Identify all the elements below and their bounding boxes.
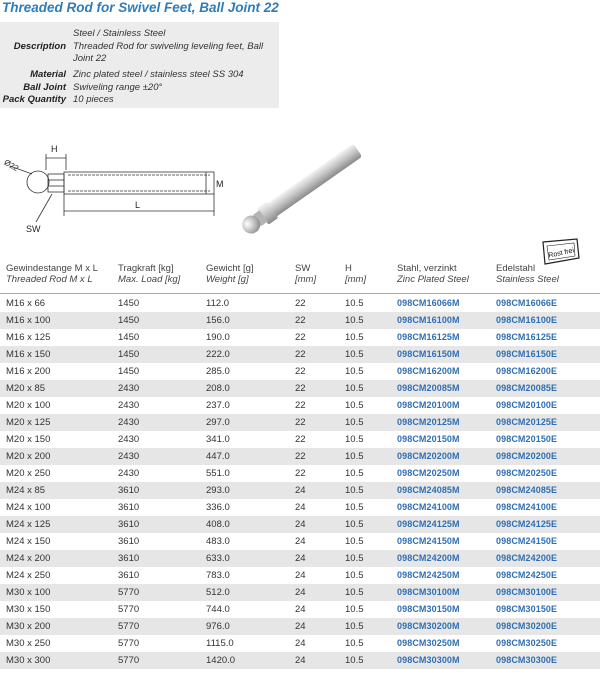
cell-code-zinc[interactable]: 098CM30150M <box>397 604 460 614</box>
table-row <box>0 584 600 601</box>
cell-weight: 293.0 <box>206 485 230 496</box>
cell-size: M16 x 66 <box>6 298 46 309</box>
cell-h: 10.5 <box>345 553 364 564</box>
cell-sw: 22 <box>295 298 306 309</box>
cell-load: 3610 <box>118 536 140 547</box>
cell-h: 10.5 <box>345 366 364 377</box>
cell-code-zinc[interactable]: 098CM16066M <box>397 298 460 308</box>
cell-code-stainless[interactable]: 098CM20200E <box>496 451 558 461</box>
technical-drawing <box>2 144 237 240</box>
cell-load: 1450 <box>118 332 140 343</box>
spec-value: Swiveling range ±20° <box>73 82 163 93</box>
cell-h: 10.5 <box>345 349 364 360</box>
cell-weight: 285.0 <box>206 366 230 377</box>
dim-h-label: H <box>51 144 58 154</box>
cell-code-stainless[interactable]: 098CM24200E <box>496 553 558 563</box>
cell-size: M20 x 100 <box>6 400 51 411</box>
cell-sw: 22 <box>295 434 306 445</box>
cell-code-zinc[interactable]: 098CM24250M <box>397 570 460 580</box>
cell-size: M16 x 150 <box>6 349 51 360</box>
cell-code-zinc[interactable]: 098CM16150M <box>397 349 460 359</box>
spec-value: Zinc plated steel / stainless steel SS 304 <box>73 69 244 80</box>
dim-sw-label: SW <box>26 224 41 234</box>
spec-key: Description <box>13 41 66 52</box>
table-row <box>0 533 600 550</box>
cell-code-zinc[interactable]: 098CM20150M <box>397 434 460 444</box>
cell-load: 1450 <box>118 298 140 309</box>
cell-h: 10.5 <box>345 536 364 547</box>
spec-value: Steel / Stainless Steel <box>73 28 166 39</box>
cell-code-zinc[interactable]: 098CM16200M <box>397 366 460 376</box>
cell-code-zinc[interactable]: 098CM24125M <box>397 519 460 529</box>
table-row <box>0 550 600 567</box>
cell-size: M20 x 200 <box>6 451 51 462</box>
cell-code-zinc[interactable]: 098CM30200M <box>397 621 460 631</box>
cell-size: M24 x 100 <box>6 502 51 513</box>
cell-load: 3610 <box>118 519 140 530</box>
cell-code-stainless[interactable]: 098CM24125E <box>496 519 558 529</box>
table-row <box>0 652 600 669</box>
cell-code-stainless[interactable]: 098CM20150E <box>496 434 558 444</box>
cell-h: 10.5 <box>345 655 364 666</box>
cell-code-stainless[interactable]: 098CM30200E <box>496 621 558 631</box>
cell-sw: 24 <box>295 655 306 666</box>
dim-l-label: L <box>135 200 141 210</box>
spec-key: Ball Joint <box>23 82 66 93</box>
cell-code-zinc[interactable]: 098CM20100M <box>397 400 460 410</box>
cell-sw: 24 <box>295 553 306 564</box>
cell-load: 5770 <box>118 621 140 632</box>
cell-weight: 408.0 <box>206 519 230 530</box>
cell-code-stainless[interactable]: 098CM20085E <box>496 383 558 393</box>
cell-h: 10.5 <box>345 332 364 343</box>
cell-weight: 483.0 <box>206 536 230 547</box>
page-title: Threaded Rod for Swivel Feet, Ball Joint 22 <box>2 0 279 15</box>
cell-code-stainless[interactable]: 098CM16066E <box>496 298 558 308</box>
spec-key: Pack Quantity <box>2 94 66 105</box>
cell-weight: 237.0 <box>206 400 230 411</box>
cell-size: M24 x 85 <box>6 485 46 496</box>
cell-load: 5770 <box>118 638 140 649</box>
stainless-badge-icon <box>541 238 581 266</box>
cell-weight: 783.0 <box>206 570 230 581</box>
cell-weight: 190.0 <box>206 332 230 343</box>
cell-size: M30 x 200 <box>6 621 51 632</box>
table-row <box>0 516 600 533</box>
cell-code-stainless[interactable]: 098CM24085E <box>496 485 558 495</box>
cell-sw: 24 <box>295 570 306 581</box>
cell-code-zinc[interactable]: 098CM24100M <box>397 502 460 512</box>
cell-code-stainless[interactable]: 098CM16150E <box>496 349 558 359</box>
table-row <box>0 329 600 346</box>
cell-h: 10.5 <box>345 451 364 462</box>
cell-sw: 22 <box>295 400 306 411</box>
cell-load: 1450 <box>118 366 140 377</box>
cell-size: M20 x 125 <box>6 417 51 428</box>
cell-size: M30 x 300 <box>6 655 51 666</box>
cell-code-stainless[interactable]: 098CM20125E <box>496 417 558 427</box>
table-header <box>0 263 600 293</box>
cell-sw: 22 <box>295 383 306 394</box>
cell-weight: 222.0 <box>206 349 230 360</box>
cell-size: M16 x 100 <box>6 315 51 326</box>
col-max-load: Tragkraft [kg] Max. Load [kg] <box>118 263 181 285</box>
cell-sw: 24 <box>295 621 306 632</box>
cell-h: 10.5 <box>345 587 364 598</box>
cell-h: 10.5 <box>345 417 364 428</box>
col-zinc-plated: Stahl, verzinkt Zinc Plated Steel <box>397 263 469 285</box>
cell-h: 10.5 <box>345 434 364 445</box>
cell-load: 1450 <box>118 349 140 360</box>
cell-size: M30 x 250 <box>6 638 51 649</box>
cell-weight: 551.0 <box>206 468 230 479</box>
cell-load: 5770 <box>118 587 140 598</box>
cell-code-zinc[interactable]: 098CM20085M <box>397 383 460 393</box>
cell-code-stainless[interactable]: 098CM16125E <box>496 332 558 342</box>
cell-sw: 22 <box>295 332 306 343</box>
cell-sw: 24 <box>295 485 306 496</box>
cell-code-zinc[interactable]: 098CM16100M <box>397 315 460 325</box>
cell-code-zinc[interactable]: 098CM16125M <box>397 332 460 342</box>
table-row <box>0 380 600 397</box>
cell-sw: 22 <box>295 366 306 377</box>
cell-sw: 24 <box>295 604 306 615</box>
cell-h: 10.5 <box>345 315 364 326</box>
cell-weight: 156.0 <box>206 315 230 326</box>
spec-value: Threaded Rod for swiveling leveling feet, Ball Joint 22 <box>73 41 264 64</box>
dim-m-label: M <box>216 179 224 189</box>
cell-code-stainless[interactable]: 098CM16200E <box>496 366 558 376</box>
col-weight: Gewicht [g] Weight [g] <box>206 263 254 285</box>
spec-value: 10 pieces <box>73 94 114 105</box>
cell-code-zinc[interactable]: 098CM20250M <box>397 468 460 478</box>
dim-dia-label: Ø22 <box>2 157 21 174</box>
cell-weight: 341.0 <box>206 434 230 445</box>
cell-sw: 24 <box>295 502 306 513</box>
cell-h: 10.5 <box>345 400 364 411</box>
cell-h: 10.5 <box>345 298 364 309</box>
cell-code-zinc[interactable]: 098CM24085M <box>397 485 460 495</box>
cell-size: M24 x 200 <box>6 553 51 564</box>
table-row <box>0 431 600 448</box>
cell-code-stainless[interactable]: 098CM24100E <box>496 502 558 512</box>
cell-load: 2430 <box>118 468 140 479</box>
table-row <box>0 312 600 329</box>
cell-sw: 24 <box>295 536 306 547</box>
cell-size: M16 x 125 <box>6 332 51 343</box>
cell-h: 10.5 <box>345 485 364 496</box>
cell-code-zinc[interactable]: 098CM24200M <box>397 553 460 563</box>
cell-load: 3610 <box>118 485 140 496</box>
cell-load: 3610 <box>118 570 140 581</box>
cell-size: M20 x 85 <box>6 383 46 394</box>
cell-weight: 633.0 <box>206 553 230 564</box>
cell-h: 10.5 <box>345 502 364 513</box>
cell-code-stainless[interactable]: 098CM30100E <box>496 587 558 597</box>
cell-weight: 744.0 <box>206 604 230 615</box>
col-h: H [mm] <box>345 263 367 285</box>
cell-sw: 24 <box>295 638 306 649</box>
cell-h: 10.5 <box>345 383 364 394</box>
table-row <box>0 397 600 414</box>
cell-h: 10.5 <box>345 570 364 581</box>
table-row <box>0 567 600 584</box>
cell-load: 5770 <box>118 655 140 666</box>
table-row <box>0 635 600 652</box>
table-row <box>0 295 600 312</box>
cell-load: 2430 <box>118 451 140 462</box>
table-row <box>0 499 600 516</box>
cell-load: 5770 <box>118 604 140 615</box>
badge-text: Rost frei <box>547 247 575 260</box>
cell-code-zinc[interactable]: 098CM30100M <box>397 587 460 597</box>
cell-load: 3610 <box>118 502 140 513</box>
cell-weight: 336.0 <box>206 502 230 513</box>
cell-weight: 976.0 <box>206 621 230 632</box>
cell-size: M16 x 200 <box>6 366 51 377</box>
table-row <box>0 465 600 482</box>
table-row <box>0 414 600 431</box>
cell-h: 10.5 <box>345 468 364 479</box>
cell-h: 10.5 <box>345 638 364 649</box>
cell-sw: 22 <box>295 468 306 479</box>
cell-sw: 22 <box>295 451 306 462</box>
cell-weight: 297.0 <box>206 417 230 428</box>
cell-code-zinc[interactable]: 098CM30250M <box>397 638 460 648</box>
cell-weight: 208.0 <box>206 383 230 394</box>
cell-load: 2430 <box>118 434 140 445</box>
cell-weight: 112.0 <box>206 298 230 309</box>
col-threaded-rod: Gewindestange M x L Threaded Rod M x L <box>6 263 98 285</box>
cell-h: 10.5 <box>345 621 364 632</box>
col-stainless: Edelstahl Stainless Steel <box>496 263 559 285</box>
cell-code-zinc[interactable]: 098CM20125M <box>397 417 460 427</box>
product-photo <box>232 138 372 240</box>
cell-code-stainless[interactable]: 098CM20250E <box>496 468 558 478</box>
cell-weight: 512.0 <box>206 587 230 598</box>
table-row <box>0 482 600 499</box>
cell-sw: 22 <box>295 417 306 428</box>
cell-load: 2430 <box>118 400 140 411</box>
table-body <box>0 295 600 669</box>
cell-code-stainless[interactable]: 098CM30150E <box>496 604 558 614</box>
cell-weight: 1115.0 <box>206 638 234 649</box>
cell-code-zinc[interactable]: 098CM20200M <box>397 451 460 461</box>
cell-code-stainless[interactable]: 098CM24150E <box>496 536 558 546</box>
cell-code-stainless[interactable]: 098CM16100E <box>496 315 558 325</box>
cell-h: 10.5 <box>345 519 364 530</box>
table-row <box>0 618 600 635</box>
spec-key: Material <box>30 69 66 80</box>
cell-code-stainless[interactable]: 098CM20100E <box>496 400 558 410</box>
cell-code-zinc[interactable]: 098CM30300M <box>397 655 460 665</box>
cell-size: M24 x 150 <box>6 536 51 547</box>
cell-load: 2430 <box>118 417 140 428</box>
cell-weight: 1420.0 <box>206 655 236 666</box>
cell-size: M30 x 150 <box>6 604 51 615</box>
cell-sw: 24 <box>295 587 306 598</box>
cell-h: 10.5 <box>345 604 364 615</box>
cell-load: 1450 <box>118 315 140 326</box>
cell-code-zinc[interactable]: 098CM24150M <box>397 536 460 546</box>
table-row <box>0 601 600 618</box>
cell-sw: 24 <box>295 519 306 530</box>
table-row <box>0 346 600 363</box>
cell-sw: 22 <box>295 349 306 360</box>
cell-size: M20 x 250 <box>6 468 51 479</box>
cell-code-stainless[interactable]: 098CM24250E <box>496 570 558 580</box>
cell-code-stainless[interactable]: 098CM30250E <box>496 638 558 648</box>
cell-size: M30 x 100 <box>6 587 51 598</box>
cell-load: 2430 <box>118 383 140 394</box>
col-sw: SW [mm] <box>295 263 317 285</box>
cell-sw: 22 <box>295 315 306 326</box>
cell-load: 3610 <box>118 553 140 564</box>
cell-size: M24 x 250 <box>6 570 51 581</box>
spec-panel <box>0 22 279 108</box>
header-divider <box>0 293 600 294</box>
cell-size: M24 x 125 <box>6 519 51 530</box>
cell-size: M20 x 150 <box>6 434 51 445</box>
table-row <box>0 448 600 465</box>
cell-code-stainless[interactable]: 098CM30300E <box>496 655 558 665</box>
cell-weight: 447.0 <box>206 451 230 462</box>
table-row <box>0 363 600 380</box>
